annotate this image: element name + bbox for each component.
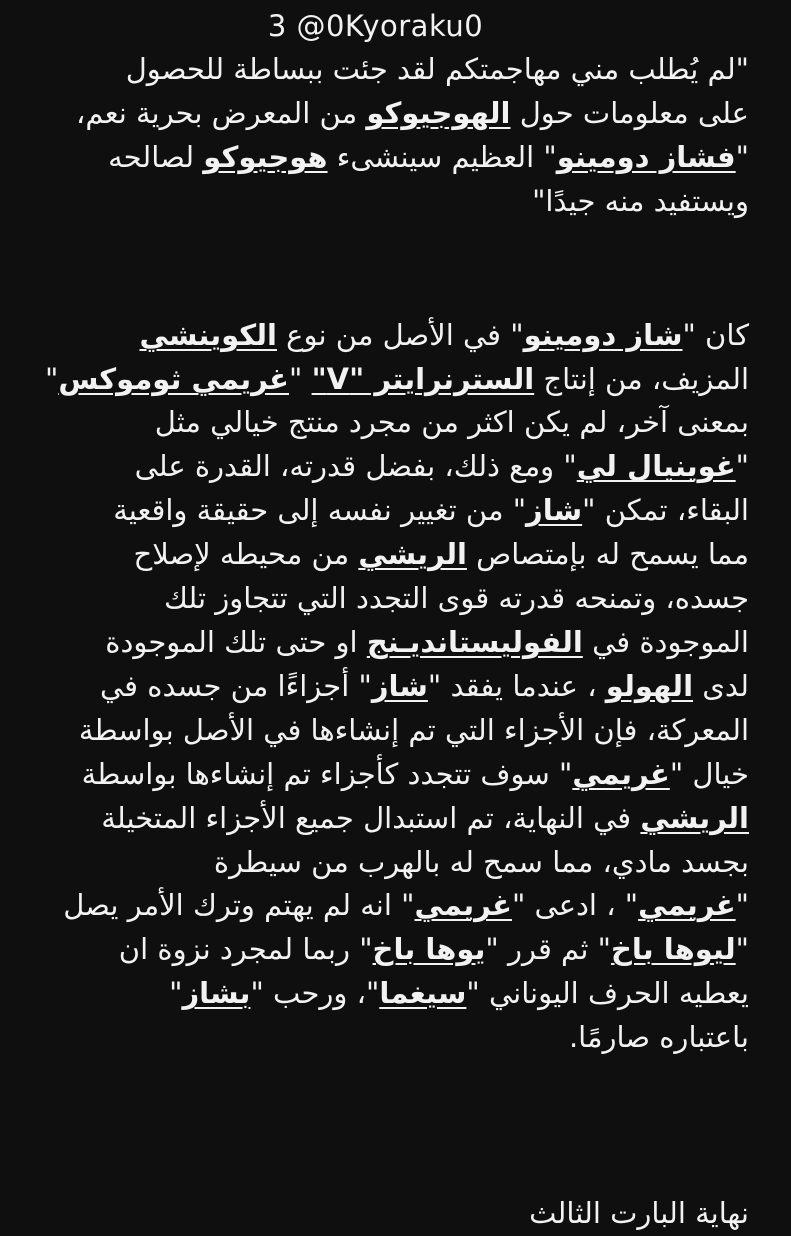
text-segment: " ربما لمجرد نزوة ان bbox=[118, 932, 373, 967]
text-segment: باعتباره صارمًا. bbox=[568, 1020, 749, 1055]
text-segment: " bbox=[169, 976, 183, 1011]
text-line bbox=[42, 92, 749, 136]
text-segment: " انه لم يهتم وترك الأمر يصل bbox=[63, 888, 415, 923]
text-line bbox=[42, 1016, 749, 1060]
text-line bbox=[42, 180, 749, 224]
text-line bbox=[42, 621, 749, 665]
underlined-name: الريشي bbox=[358, 537, 467, 572]
text-segment: ويستفيد منه جيدًا" bbox=[532, 183, 749, 218]
text-line bbox=[42, 314, 749, 358]
author-handle: 3 @0Kyoraku0 bbox=[267, 9, 484, 43]
text-segment: من المعرض بحرية نعم، bbox=[76, 95, 367, 130]
underlined-name: شاز bbox=[526, 493, 583, 528]
text-segment: على معلومات حول bbox=[510, 95, 749, 130]
text-segment: يعطيه الحرف اليوناني " bbox=[466, 976, 749, 1011]
underlined-name: غريمي bbox=[638, 888, 736, 923]
text-segment: في النهاية، تم استبدال جميع الأجزاء المتخيلة bbox=[101, 800, 641, 835]
text-segment: " سوف تتجدد كأجزاء تم إنشاءها بواسطة bbox=[81, 756, 573, 791]
text-segment: البقاء، تمكن " bbox=[582, 493, 749, 528]
paragraph-spacer bbox=[42, 224, 749, 314]
underlined-name: سيغما bbox=[379, 976, 467, 1011]
underlined-name: الهولو bbox=[605, 668, 694, 703]
text-line bbox=[42, 753, 749, 797]
text-segment: " أجزاءًا من جسده في bbox=[100, 668, 372, 703]
underlined-name: غريمي bbox=[572, 756, 670, 791]
paragraph-quote bbox=[42, 48, 749, 224]
text-segment: "لم يُطلب مني مهاجمتكم لقد جئت ببساطة للحصول bbox=[125, 52, 749, 86]
text-segment: لصالحه bbox=[108, 139, 204, 174]
text-line bbox=[42, 48, 749, 92]
text-line bbox=[42, 358, 749, 402]
text-segment: " ثم قرر " bbox=[485, 932, 611, 967]
text-segment: " bbox=[735, 888, 749, 923]
text-segment: " العظيم سينشىء bbox=[327, 139, 557, 174]
underlined-name: غوينيال لي bbox=[576, 449, 736, 484]
text-segment: " bbox=[735, 139, 749, 174]
text-line bbox=[42, 665, 749, 709]
text-line bbox=[42, 928, 749, 972]
text-segment: كان " bbox=[682, 317, 749, 352]
text-line bbox=[42, 533, 749, 577]
part-ending-text: نهاية البارت الثالث bbox=[529, 1196, 749, 1231]
text-segment: خيال " bbox=[669, 756, 749, 791]
underlined-name: ليوها باخ bbox=[610, 932, 736, 967]
text-line bbox=[42, 577, 749, 621]
text-segment: " bbox=[44, 361, 59, 396]
underlined-name: غريمي ثوموكس bbox=[58, 361, 289, 396]
text-segment: جسده، وتمنحه قدرته قوى التجدد التي تتجاوز تلك bbox=[163, 581, 749, 616]
underlined-name: هوجيوكو bbox=[203, 139, 328, 174]
text-segment: " bbox=[289, 361, 312, 396]
underlined-name: فشاز دومينو bbox=[556, 139, 736, 174]
underlined-name: غريمي bbox=[414, 888, 512, 923]
paragraph-spacer bbox=[42, 1060, 749, 1148]
text-segment: " bbox=[735, 449, 749, 484]
text-line bbox=[42, 972, 749, 1016]
text-segment: مما يسمح له بإمتصاص bbox=[466, 537, 749, 572]
underlined-name: الكوينشي bbox=[139, 317, 277, 352]
underlined-name: الفوليستانديـنج bbox=[366, 624, 583, 659]
text-segment: " ، ادعى " bbox=[511, 888, 639, 923]
underlined-name: الهوجيوكو bbox=[366, 95, 511, 130]
text-line bbox=[42, 709, 749, 753]
underlined-name: الريشي bbox=[640, 800, 749, 835]
text-line bbox=[42, 401, 749, 445]
text-line bbox=[42, 841, 749, 885]
underlined-name: شاز دومينو bbox=[523, 317, 683, 352]
text-segment: " ومع ذلك، بفضل قدرته، القدرة على bbox=[134, 449, 577, 484]
text-line bbox=[42, 136, 749, 180]
text-segment: الموجودة في bbox=[582, 624, 749, 659]
underlined-name: يوها باخ bbox=[372, 932, 486, 967]
text-segment: " في الأصل من نوع bbox=[276, 317, 524, 352]
text-segment: " bbox=[735, 932, 749, 967]
text-segment: من محيطه لإصلاح bbox=[133, 537, 359, 572]
paragraph-description bbox=[42, 314, 749, 1060]
text-line bbox=[42, 489, 749, 533]
text-segment: ، عندما يفقد " bbox=[427, 668, 606, 703]
text-line bbox=[42, 445, 749, 489]
text-segment: لدى bbox=[693, 668, 749, 703]
text-line bbox=[42, 884, 749, 928]
text-segment: او حتى تلك الموجودة bbox=[105, 624, 367, 659]
text-segment: المزيف، من إنتاج bbox=[534, 361, 749, 396]
underlined-name: بشاز bbox=[182, 976, 251, 1011]
text-segment: المعركة، فإن الأجزاء التي تم إنشاءها في الأصل بواسطة bbox=[78, 712, 749, 747]
text-line bbox=[42, 797, 749, 841]
underlined-name: شاز bbox=[371, 668, 428, 703]
underlined-name: السترنرايتر "V" bbox=[311, 361, 535, 396]
text-segment: "، ورحب " bbox=[250, 976, 380, 1011]
text-segment: بجسد مادي، مما سمح له بالهرب من سيطرة bbox=[213, 844, 749, 879]
text-segment: " من تغيير نفسه إلى حقيقة واقعية bbox=[113, 493, 527, 528]
text-segment: بمعنى آخر، لم يكن اكثر من مجرد منتج خيالي مثل bbox=[154, 405, 749, 440]
